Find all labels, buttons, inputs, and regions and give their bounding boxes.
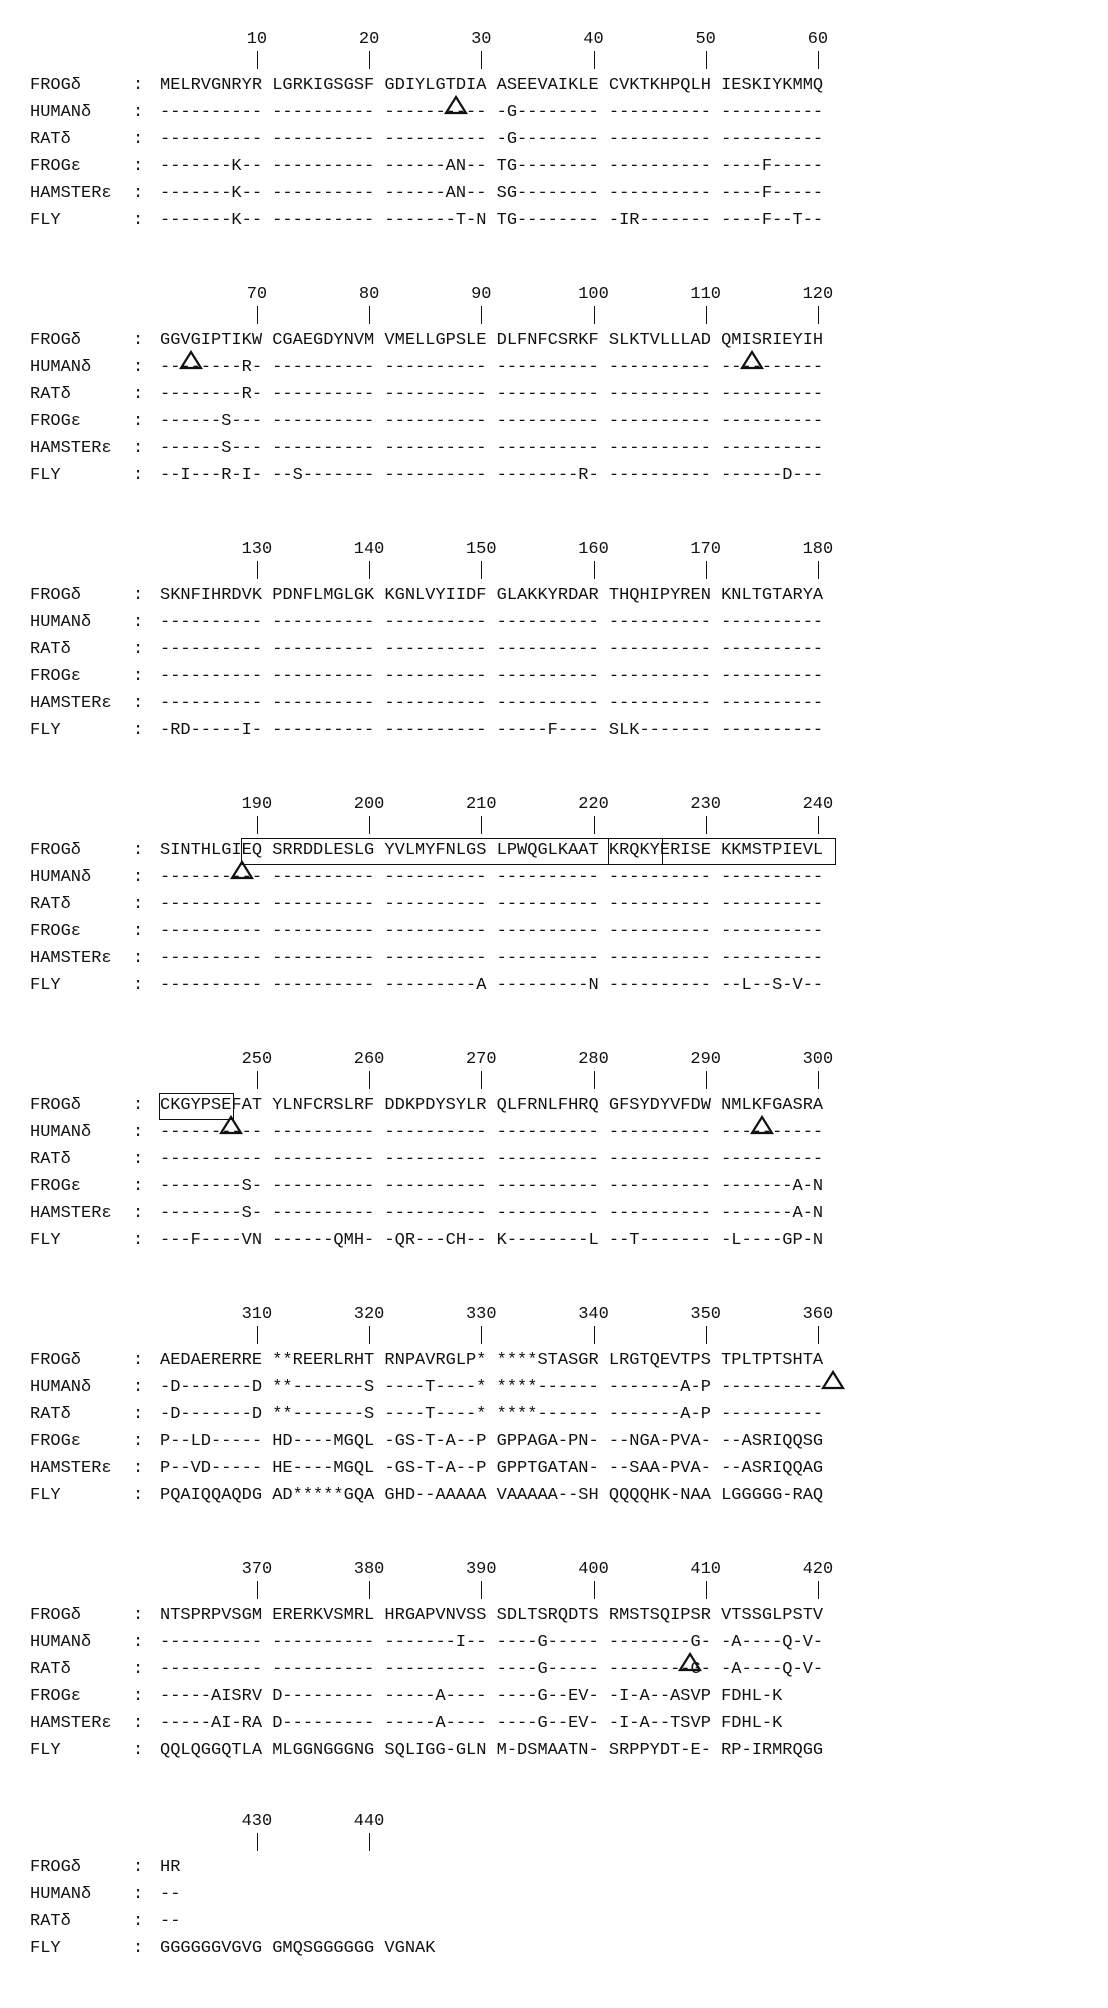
sequence-text: -RD-----I- ---------- ---------- -----F---- SLK------- ----------: [160, 721, 824, 740]
position-tick-label: 10: [246, 30, 268, 49]
sequence-text: SKNFIHRDVK PDNFLMGLGK KGNLVYIIDF GLAKKYRDAR THQHIPYREN KNLTGTARYA: [160, 586, 824, 605]
sequence-row: [30, 717, 1090, 744]
separator-colon: :: [133, 721, 144, 740]
position-tick-mark: [706, 1071, 707, 1089]
position-tick-label: 50: [695, 30, 716, 49]
sequence-row: [30, 1428, 1090, 1455]
sequence-row: [30, 462, 1090, 489]
position-tick-mark: [818, 306, 819, 324]
sequence-row: [30, 99, 1090, 126]
separator-colon: :: [133, 439, 144, 458]
position-tick-label: 290: [690, 1050, 721, 1069]
sequence-row: [30, 1602, 1090, 1629]
separator-colon: :: [133, 157, 144, 176]
position-tick-label: 320: [353, 1305, 385, 1324]
position-tick-mark: [594, 1326, 595, 1344]
position-tick-mark: [818, 816, 819, 834]
sequence-text: ---------- ---------- ---------- ---------- ---------- ----------: [160, 895, 824, 914]
sequence-row: [30, 1200, 1090, 1227]
position-tick-label: 420: [802, 1560, 834, 1579]
species-label: RATδ: [30, 1405, 71, 1424]
species-label: HUMANδ: [30, 1885, 92, 1904]
position-tick-mark: [369, 816, 370, 834]
sequence-row: [30, 1347, 1090, 1374]
species-label: HUMANδ: [30, 1378, 92, 1397]
separator-colon: :: [133, 895, 144, 914]
sequence-text: ---------- ---------- ---------- ---------- ---------- ----------: [160, 1150, 824, 1169]
sequence-row: [30, 381, 1090, 408]
sequence-row: [30, 1092, 1090, 1119]
position-tick-label: 390: [465, 1560, 497, 1579]
sequence-row: [30, 1656, 1090, 1683]
species-label: HAMSTERε: [30, 694, 112, 713]
position-tick-mark: [369, 561, 370, 579]
position-tick-mark: [818, 1581, 819, 1599]
position-tick-label: 40: [583, 30, 604, 49]
sequence-row: [30, 1683, 1090, 1710]
species-label: HUMANδ: [30, 103, 92, 122]
sequence-text: --------S- ---------- ---------- ---------- ---------- -------A-N: [160, 1177, 824, 1196]
position-tick-mark: [706, 816, 707, 834]
position-tick-label: 130: [241, 540, 273, 559]
position-tick-label: 210: [465, 795, 497, 814]
separator-colon: :: [133, 211, 144, 230]
separator-colon: :: [133, 1096, 144, 1115]
sequence-text: ---------- ---------- ---------- ---------- ---------- ----------: [160, 922, 824, 941]
separator-colon: :: [133, 412, 144, 431]
position-tick-mark: [706, 1326, 707, 1344]
separator-colon: :: [133, 949, 144, 968]
position-tick-label: 160: [578, 540, 609, 559]
position-tick-mark: [257, 561, 258, 579]
sequence-text: ---------- ---------- ---------- ---------- ---------- ----------: [160, 640, 824, 659]
separator-colon: :: [133, 1150, 144, 1169]
species-label: HAMSTERε: [30, 1204, 112, 1223]
position-tick-mark: [257, 1581, 258, 1599]
sequence-row: [30, 609, 1090, 636]
separator-colon: :: [133, 586, 144, 605]
position-tick-label: 260: [353, 1050, 385, 1069]
position-tick-mark: [369, 306, 370, 324]
species-label: FLY: [30, 976, 61, 995]
sequence-text: ---------- ---------- ---------- -G-------- ---------- ----------: [160, 130, 824, 149]
sequence-row: [30, 408, 1090, 435]
separator-colon: :: [133, 640, 144, 659]
separator-colon: :: [133, 1486, 144, 1505]
sequence-row: [30, 1737, 1090, 1764]
sequence-row: [30, 1881, 1090, 1908]
position-ruler: [30, 538, 1090, 582]
position-ruler: [30, 793, 1090, 837]
sequence-row: [30, 1455, 1090, 1482]
species-label: HAMSTERε: [30, 1459, 112, 1478]
sequence-row: [30, 1227, 1090, 1254]
separator-colon: :: [133, 868, 144, 887]
separator-colon: :: [133, 358, 144, 377]
intron-position-triangle-icon: [821, 1370, 845, 1390]
species-label: FLY: [30, 1231, 61, 1250]
sequence-row: [30, 690, 1090, 717]
alignment-block: [30, 538, 1090, 744]
species-label: HUMANδ: [30, 1123, 92, 1142]
position-tick-label: 220: [578, 795, 609, 814]
position-tick-label: 180: [802, 540, 834, 559]
sequence-text: ---------- ---------- -------I-- ----G----- --------G- -A----Q-V-: [160, 1633, 824, 1652]
position-tick-mark: [369, 1326, 370, 1344]
position-tick-mark: [594, 306, 595, 324]
position-tick-mark: [481, 1326, 482, 1344]
position-tick-mark: [481, 1581, 482, 1599]
intron-position-triangle-icon: [179, 350, 203, 370]
sequence-text: ---------- ---------- ---------- -G-------- ---------- ----------: [160, 103, 824, 122]
sequence-text: ---------- ---------- ---------- ---------- ---------- ----------: [160, 1123, 824, 1142]
sequence-text: SINTHLGIEQ SRRDDLESLG YVLMYFNLGS LPWQGLKAAT KRQKYERISE KKMSTPIEVL: [160, 841, 824, 860]
sequence-row: [30, 864, 1090, 891]
position-tick-mark: [481, 51, 482, 69]
position-tick-mark: [481, 306, 482, 324]
sequence-text: ---------- ---------- ---------- ---------- ---------- ----------: [160, 613, 824, 632]
separator-colon: :: [133, 1885, 144, 1904]
species-label: HUMANδ: [30, 613, 92, 632]
separator-colon: :: [133, 1231, 144, 1250]
sequence-text: -----AI-RA D--------- -----A---- ----G--EV- -I-A--TSVP FDHL-K: [160, 1714, 783, 1733]
sequence-text: AEDAERERRE **REERLRHT RNPAVRGLP* ****STASGR LRGTQEVTPS TPLTPTSHTA: [160, 1351, 824, 1370]
sequence-text: HR: [160, 1858, 181, 1877]
sequence-row: [30, 636, 1090, 663]
position-tick-label: 430: [241, 1812, 273, 1831]
alignment-block: [30, 1810, 1090, 1962]
sequence-text: -------K-- ---------- ------AN-- SG-------- ---------- ----F-----: [160, 184, 824, 203]
separator-colon: :: [133, 694, 144, 713]
species-label: FLY: [30, 1939, 61, 1958]
position-tick-mark: [818, 51, 819, 69]
position-tick-label: 300: [802, 1050, 834, 1069]
species-label: FROGε: [30, 157, 82, 176]
separator-colon: :: [133, 76, 144, 95]
position-tick-mark: [257, 1071, 258, 1089]
position-tick-label: 150: [465, 540, 497, 559]
sequence-row: [30, 1935, 1090, 1962]
sequence-text: ---------- ---------- ---------- ----G----- --------G- -A----Q-V-: [160, 1660, 824, 1679]
sequence-row: [30, 207, 1090, 234]
intron-position-triangle-icon: [219, 1115, 243, 1135]
intron-position-triangle-icon: [740, 350, 764, 370]
sequence-row: [30, 663, 1090, 690]
position-tick-label: 110: [690, 285, 721, 304]
separator-colon: :: [133, 1459, 144, 1478]
separator-colon: :: [133, 667, 144, 686]
sequence-row: [30, 891, 1090, 918]
position-tick-label: 90: [471, 285, 492, 304]
position-tick-mark: [257, 1833, 258, 1851]
species-label: FROGε: [30, 412, 82, 431]
position-tick-label: 340: [578, 1305, 609, 1324]
species-label: HAMSTERε: [30, 1714, 112, 1733]
species-label: FROGε: [30, 1432, 82, 1451]
position-tick-mark: [706, 306, 707, 324]
species-label: RATδ: [30, 895, 71, 914]
species-label: HUMANδ: [30, 868, 92, 887]
position-tick-mark: [818, 561, 819, 579]
sequence-row: [30, 1854, 1090, 1881]
sequence-row: [30, 918, 1090, 945]
separator-colon: :: [133, 385, 144, 404]
sequence-row: [30, 126, 1090, 153]
sequence-text: CKGYPSEFAT YLNFCRSLRF DDKPDYSYLR QLFRNLFHRQ GFSYDYVFDW NMLKFGASRA: [160, 1096, 824, 1115]
sequence-text: ---------- ---------- ---------- ---------- ---------- ----------: [160, 868, 824, 887]
sequence-row: [30, 153, 1090, 180]
position-tick-label: 140: [353, 540, 385, 559]
sequence-row: [30, 180, 1090, 207]
position-tick-mark: [594, 1581, 595, 1599]
separator-colon: :: [133, 1177, 144, 1196]
intron-position-triangle-icon: [750, 1115, 774, 1135]
alignment-block: [30, 1558, 1090, 1764]
position-tick-label: 20: [358, 30, 380, 49]
separator-colon: :: [133, 1633, 144, 1652]
separator-colon: :: [133, 613, 144, 632]
sequence-text: --: [160, 1885, 181, 1904]
position-tick-mark: [369, 1833, 370, 1851]
position-tick-mark: [257, 51, 258, 69]
separator-colon: :: [133, 1858, 144, 1877]
sequence-row: [30, 945, 1090, 972]
sequence-text: GGVGIPTIKW CGAEGDYNVM VMELLGPSLE DLFNFCSRKF SLKTVLLLAD QMISRIEYIH: [160, 331, 824, 350]
species-label: FROGδ: [30, 331, 82, 350]
position-tick-label: 60: [807, 30, 829, 49]
position-tick-label: 120: [802, 285, 834, 304]
species-label: HAMSTERε: [30, 949, 112, 968]
sequence-text: NTSPRPVSGM ERERKVSMRL HRGAPVNVSS SDLTSRQDTS RMSTSQIPSR VTSSGLPSTV: [160, 1606, 824, 1625]
alignment-block: [30, 1303, 1090, 1509]
species-label: FROGε: [30, 667, 82, 686]
position-tick-mark: [481, 1071, 482, 1089]
sequence-text: --I---R-I- --S------- ---------- --------R- ---------- ------D---: [160, 466, 824, 485]
position-tick-mark: [594, 816, 595, 834]
species-label: RATδ: [30, 1150, 71, 1169]
position-tick-label: 100: [578, 285, 609, 304]
sequence-row: [30, 1173, 1090, 1200]
position-tick-mark: [594, 51, 595, 69]
position-tick-label: 270: [465, 1050, 497, 1069]
sequence-row: [30, 1146, 1090, 1173]
alignment-block: [30, 1048, 1090, 1254]
separator-colon: :: [133, 1939, 144, 1958]
position-tick-mark: [594, 1071, 595, 1089]
position-tick-mark: [818, 1326, 819, 1344]
sequence-row: [30, 837, 1090, 864]
species-label: HUMANδ: [30, 358, 92, 377]
position-tick-mark: [257, 816, 258, 834]
alignment-block: [30, 283, 1090, 489]
sequence-text: --------R- ---------- ---------- ---------- ---------- ----------: [160, 358, 824, 377]
position-tick-label: 400: [578, 1560, 609, 1579]
sequence-text: ---------- ---------- ---------A ---------N ---------- --L--S-V--: [160, 976, 824, 995]
sequence-row: [30, 72, 1090, 99]
position-tick-label: 30: [471, 30, 492, 49]
position-tick-label: 380: [353, 1560, 385, 1579]
sequence-row: [30, 435, 1090, 462]
sequence-row: [30, 1401, 1090, 1428]
alignment-block: [30, 28, 1090, 234]
separator-colon: :: [133, 1351, 144, 1370]
species-label: FROGδ: [30, 1351, 82, 1370]
sequence-text: --: [160, 1912, 181, 1931]
sequence-row: [30, 1710, 1090, 1737]
species-label: RATδ: [30, 1660, 71, 1679]
sequence-text: ------S--- ---------- ---------- ---------- ---------- ----------: [160, 412, 824, 431]
intron-position-triangle-icon: [444, 95, 468, 115]
sequence-text: GGGGGGVGVG GMQSGGGGGG VGNAK: [160, 1939, 436, 1958]
position-tick-label: 410: [690, 1560, 721, 1579]
separator-colon: :: [133, 1432, 144, 1451]
separator-colon: :: [133, 130, 144, 149]
position-tick-mark: [481, 561, 482, 579]
species-label: FLY: [30, 211, 61, 230]
sequence-row: [30, 1629, 1090, 1656]
separator-colon: :: [133, 1606, 144, 1625]
position-tick-label: 170: [690, 540, 721, 559]
species-label: RATδ: [30, 640, 71, 659]
separator-colon: :: [133, 1912, 144, 1931]
separator-colon: :: [133, 1378, 144, 1397]
species-label: HAMSTERε: [30, 439, 112, 458]
intron-position-triangle-icon: [678, 1652, 702, 1672]
species-label: FROGδ: [30, 1096, 82, 1115]
species-label: FROGδ: [30, 586, 82, 605]
separator-colon: :: [133, 1660, 144, 1679]
separator-colon: :: [133, 1204, 144, 1223]
sequence-text: --------S- ---------- ---------- ---------- ---------- -------A-N: [160, 1204, 824, 1223]
position-ruler: [30, 1048, 1090, 1092]
sequence-text: ------S--- ---------- ---------- ---------- ---------- ----------: [160, 439, 824, 458]
position-tick-mark: [481, 816, 482, 834]
separator-colon: :: [133, 1714, 144, 1733]
position-tick-label: 440: [353, 1812, 385, 1831]
sequence-text: -------K-- ---------- -------T-N TG-------- -IR------- ----F--T--: [160, 211, 824, 230]
position-tick-mark: [257, 306, 258, 324]
separator-colon: :: [133, 184, 144, 203]
sequence-text: -------K-- ---------- ------AN-- TG-------- ---------- ----F-----: [160, 157, 824, 176]
separator-colon: :: [133, 466, 144, 485]
sequence-text: ---------- ---------- ---------- ---------- ---------- ----------: [160, 667, 824, 686]
sequence-text: QQLQGGQTLA MLGGNGGGNG SQLIGG-GLN M-DSMAATN- SRPPYDT-E- RP-IRMRQGG: [160, 1741, 824, 1760]
species-label: RATδ: [30, 1912, 71, 1931]
position-tick-label: 200: [353, 795, 385, 814]
sequence-text: MELRVGNRYR LGRKIGSGSF GDIYLGTDIA ASEEVAIKLE CVKTKHPQLH IESKIYKMMQ: [160, 76, 824, 95]
position-tick-mark: [369, 51, 370, 69]
intron-position-triangle-icon: [230, 860, 254, 880]
sequence-text: PQAIQQAQDG AD*****GQA GHD--AAAAA VAAAAA--SH QQQQHK-NAA LGGGGG-RAQ: [160, 1486, 824, 1505]
sequence-row: [30, 1119, 1090, 1146]
position-tick-label: 230: [690, 795, 721, 814]
separator-colon: :: [133, 841, 144, 860]
species-label: FLY: [30, 466, 61, 485]
separator-colon: :: [133, 1687, 144, 1706]
sequence-text: -D-------D **-------S ----T----* ****------ -------A-P ----------: [160, 1378, 824, 1397]
species-label: FROGδ: [30, 841, 82, 860]
species-label: RATδ: [30, 130, 71, 149]
sequence-text: -----AISRV D--------- -----A---- ----G--EV- -I-A--ASVP FDHL-K: [160, 1687, 783, 1706]
separator-colon: :: [133, 103, 144, 122]
position-tick-mark: [257, 1326, 258, 1344]
position-ruler: [30, 1303, 1090, 1347]
position-tick-label: 350: [690, 1305, 721, 1324]
separator-colon: :: [133, 976, 144, 995]
separator-colon: :: [133, 1405, 144, 1424]
species-label: FROGε: [30, 922, 82, 941]
species-label: HAMSTERε: [30, 184, 112, 203]
species-label: FROGδ: [30, 76, 82, 95]
position-tick-mark: [594, 561, 595, 579]
sequence-text: --------R- ---------- ---------- ---------- ---------- ----------: [160, 385, 824, 404]
position-tick-label: 70: [246, 285, 268, 304]
species-label: FLY: [30, 1741, 61, 1760]
position-tick-mark: [369, 1071, 370, 1089]
position-tick-label: 310: [241, 1305, 273, 1324]
species-label: FROGδ: [30, 1606, 82, 1625]
position-tick-label: 370: [241, 1560, 273, 1579]
species-label: FLY: [30, 721, 61, 740]
sequence-text: P--VD----- HE----MGQL -GS-T-A--P GPPTGATAN- --SAA-PVA- --ASRIQQAG: [160, 1459, 824, 1478]
position-tick-label: 360: [802, 1305, 834, 1324]
sequence-text: ---------- ---------- ---------- ---------- ---------- ----------: [160, 694, 824, 713]
species-label: FROGε: [30, 1177, 82, 1196]
sequence-row: [30, 1482, 1090, 1509]
position-tick-label: 80: [358, 285, 380, 304]
species-label: FROGδ: [30, 1858, 82, 1877]
position-tick-label: 190: [241, 795, 273, 814]
species-label: RATδ: [30, 385, 71, 404]
position-tick-mark: [369, 1581, 370, 1599]
position-ruler: [30, 1558, 1090, 1602]
position-tick-label: 250: [241, 1050, 273, 1069]
species-label: FROGε: [30, 1687, 82, 1706]
separator-colon: :: [133, 331, 144, 350]
position-tick-label: 330: [465, 1305, 497, 1324]
position-tick-mark: [706, 561, 707, 579]
alignment-block: [30, 793, 1090, 999]
position-ruler: [30, 283, 1090, 327]
position-tick-mark: [706, 1581, 707, 1599]
separator-colon: :: [133, 922, 144, 941]
sequence-row: [30, 972, 1090, 999]
position-ruler: [30, 28, 1090, 72]
species-label: FLY: [30, 1486, 61, 1505]
position-tick-label: 280: [578, 1050, 609, 1069]
sequence-text: ---F----VN ------QMH- -QR---CH-- K--------L --T------- -L----GP-N: [160, 1231, 824, 1250]
sequence-row: [30, 1908, 1090, 1935]
species-label: HUMANδ: [30, 1633, 92, 1652]
position-tick-label: 240: [802, 795, 834, 814]
sequence-row: [30, 1374, 1090, 1401]
sequence-text: P--LD----- HD----MGQL -GS-T-A--P GPPAGA-PN- --NGA-PVA- --ASRIQQSG: [160, 1432, 824, 1451]
sequence-text: -D-------D **-------S ----T----* ****------ -------A-P ----------: [160, 1405, 824, 1424]
position-ruler: [30, 1810, 1090, 1854]
sequence-text: ---------- ---------- ---------- ---------- ---------- ----------: [160, 949, 824, 968]
position-tick-mark: [706, 51, 707, 69]
separator-colon: :: [133, 1123, 144, 1142]
separator-colon: :: [133, 1741, 144, 1760]
position-tick-mark: [818, 1071, 819, 1089]
sequence-row: [30, 582, 1090, 609]
